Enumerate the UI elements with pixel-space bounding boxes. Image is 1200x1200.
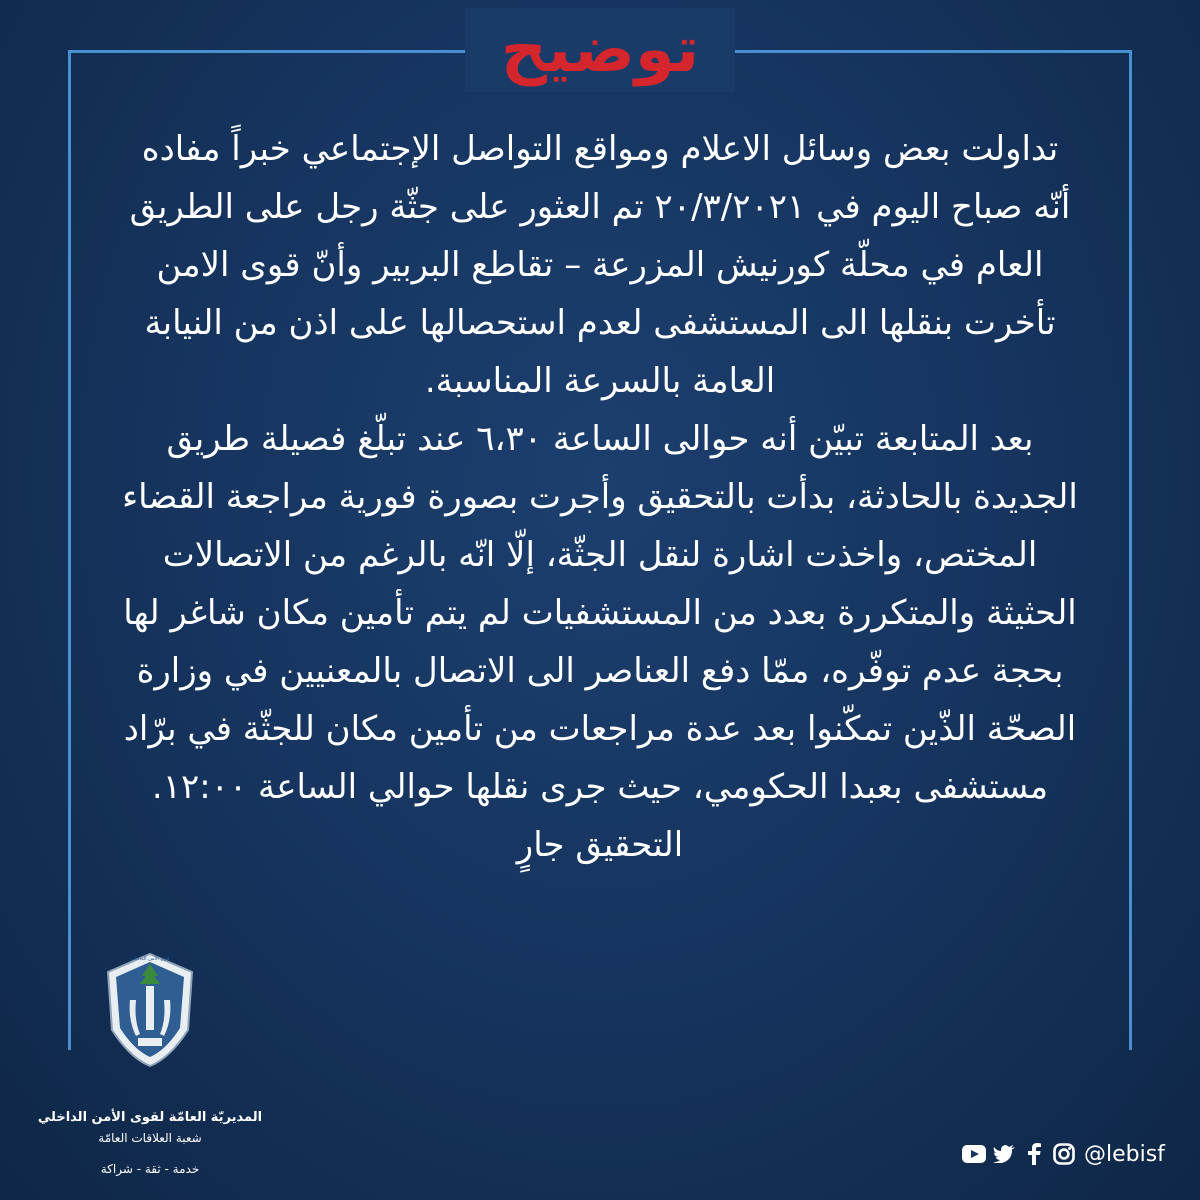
facebook-icon[interactable] [1022,1142,1046,1166]
organization-block [30,1108,270,1182]
title-wrap [0,8,1200,92]
youtube-icon[interactable] [962,1142,986,1166]
org-department: شعبة العلاقات العامّة [98,1131,202,1145]
statement-paragraph-2: بعد المتابعة تبيّن أنه حوالى الساعة ٦،٣٠ عند تبلّغ فصيلة طريق الجديدة بالحادثة، بدأت بالتحقيق وأجرت بصورة فورية مراجعة القضاء المختص، واخذت اشارة لنقل الجثّة، إلّا انّه بالرغم من الاتصالات الحثيثة والمتكررة بعدد من المستشفيات لم يتم تأمين مكان شاغر لها بحجة عدم توفّره، ممّا دفع العناصر الى الاتصال بالمعنيين في وزارة الصحّة الذّين تمكّنوا بعد عدة مراجعات من تأمين مكان للجثّة في برّاد مستشفى بعبدا الحكومي، حيث جرى نقلها حوالي الساعة ١٢:٠٠. التحقيق جارٍ [122,419,1078,865]
page-title: توضيح [465,8,735,92]
isf-logo [100,950,200,1070]
logo-text: قوى الأمن الداخلي [130,956,170,962]
twitter-icon[interactable] [992,1142,1016,1166]
org-name: المديريّة العامّة لقوى الأمن الداخلي [37,1110,263,1125]
statement-paragraph-1: تداولت بعض وسائل الاعلام ومواقع التواصل الإجتماعي خبراً مفاده أنّه صباح اليوم في ٢٠/٣/٢٠٢١ تم العثور على جثّة رجل على الطريق العام في محلّة كورنيش المزرعة – تقاطع البربير وأنّ قوى الامن تأخرت بنقلها الى المستشفى لعدم استحصالها على اذن من النيابة العامة بالسرعة المناسبة. [129,129,1071,401]
social-bar [962,1136,1165,1172]
instagram-icon[interactable] [1052,1142,1076,1166]
social-handle[interactable]: @lebisf [1084,1141,1165,1167]
org-motto: خدمة - ثقة - شراكة [100,1162,200,1176]
statement-body [120,120,1080,874]
